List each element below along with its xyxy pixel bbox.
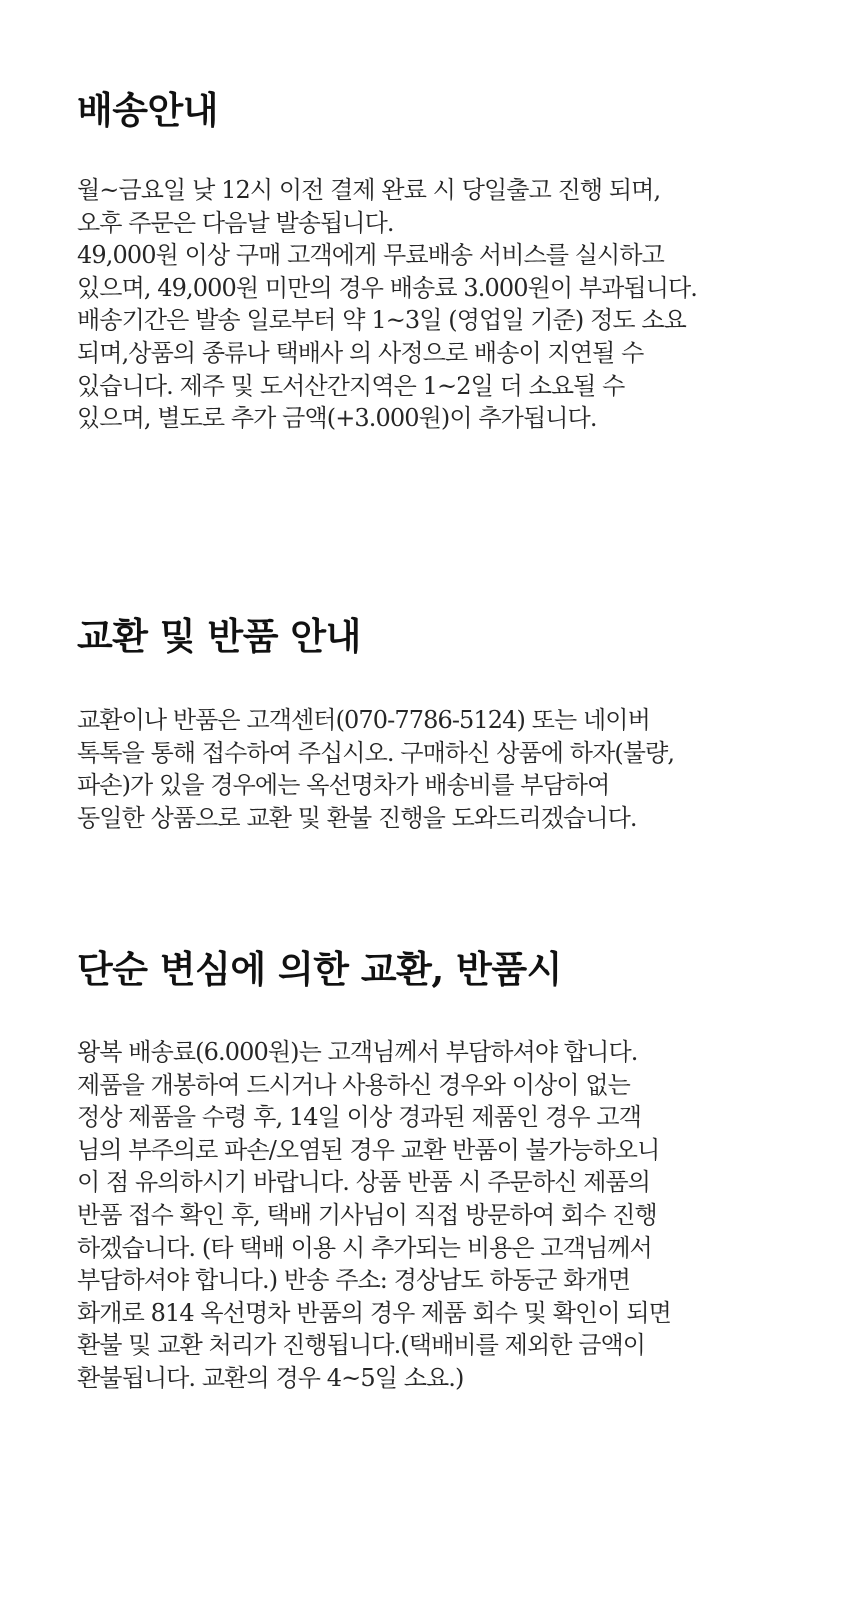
text-line: 오후 주문은 다음날 발송됩니다. [77,208,394,237]
shipping-info-section [77,86,777,435]
text-line: 제품을 개봉하여 드시거나 사용하신 경우와 이상이 없는 [77,1070,630,1099]
change-of-mind-text [77,1036,777,1395]
text-line: 이 점 유의하시기 바랍니다. 상품 반품 시 주문하신 제품의 [77,1168,651,1197]
text-line: 정상 제품을 수령 후, 14일 이상 경과된 제품인 경우 고객 [77,1103,641,1132]
text-line: 톡톡을 통해 접수하여 주십시오. 구매하신 상품에 하자(불량, [77,738,675,767]
text-line: 파손)가 있을 경우에는 옥선명차가 배송비를 부담하여 [77,771,610,800]
text-line: 월~금요일 낮 12시 이전 결제 완료 시 당일출고 진행 되며, [77,176,661,204]
change-of-mind-section [77,945,777,1395]
text-line: 하겠습니다. (타 택배 이용 시 추가되는 비용은 고객님께서 [77,1233,652,1262]
change-of-mind-heading: 단순 변심에 의한 교환, 반품시 [77,947,562,991]
text-line: 있습니다. 제주 및 도서산간지역은 1~2일 더 소요될 수 [77,371,625,400]
exchange-return-section [77,612,777,834]
text-line: 49,000원 이상 구매 고객에게 무료배송 서비스를 실시하고 [77,241,664,270]
exchange-return-text [77,704,777,834]
text-line: 왕복 배송료(6.000원)는 고객님께서 부담하셔야 합니다. [77,1038,638,1066]
text-line: 부담하셔야 합니다.) 반송 주소: 경상남도 하동군 화개면 [77,1266,630,1295]
text-line: 환불 및 교환 처리가 진행됩니다.(택배비를 제외한 금액이 [77,1331,646,1360]
text-line: 동일한 상품으로 교환 및 환불 진행을 도와드리겠습니다. [77,803,637,832]
text-line: 있으며, 49,000원 미만의 경우 배송료 3.000원이 부과됩니다. [77,273,698,302]
text-line: 화개로 814 옥선명차 반품의 경우 제품 회수 및 확인이 되면 [77,1298,671,1327]
text-line: 교환이나 반품은 고객센터(070-7786-5124) 또는 네이버 [77,706,650,734]
shipping-info-text [77,174,777,435]
text-line: 되며,상품의 종류나 택배사 의 사정으로 배송이 지연될 수 [77,338,644,367]
text-line: 환불됩니다. 교환의 경우 4~5일 소요.) [77,1363,464,1392]
text-line: 님의 부주의로 파손/오염된 경우 교환 반품이 불가능하오니 [77,1135,660,1164]
text-line: 있으며, 별도로 추가 금액(+3.000원)이 추가됩니다. [77,404,597,433]
text-line: 반품 접수 확인 후, 택배 기사님이 직접 방문하여 회수 진행 [77,1200,657,1229]
shipping-info-heading: 배송안내 [77,88,218,132]
exchange-return-heading: 교환 및 반품 안내 [77,614,361,658]
text-line: 배송기간은 발송 일로부터 약 1~3일 (영업일 기준) 정도 소요 [77,306,686,335]
